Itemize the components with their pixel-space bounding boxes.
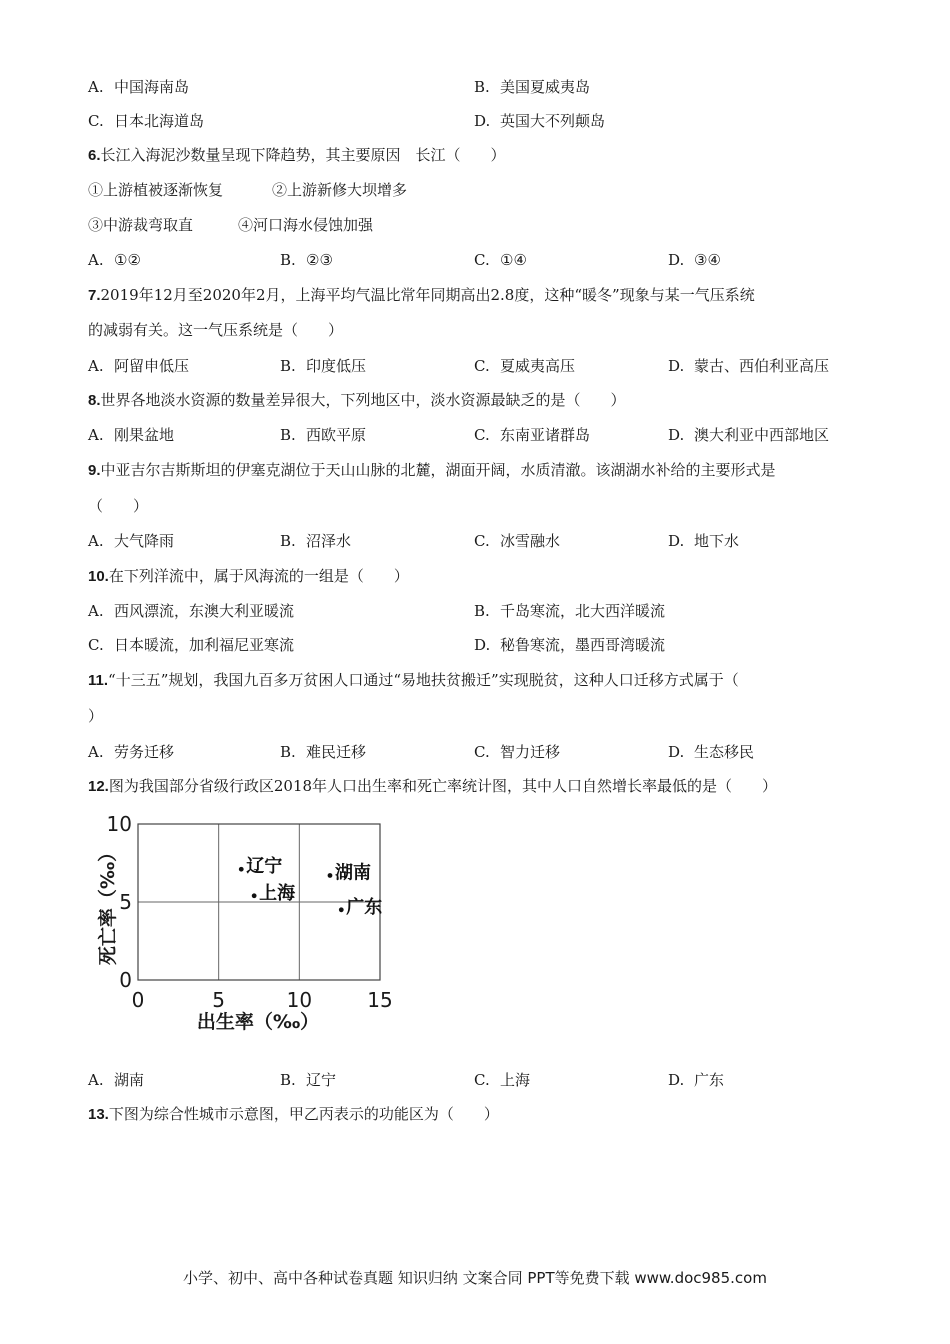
x-tick-label: 5	[212, 988, 226, 1012]
q11-options: A. 劳务迁移 B. 难民迁移 C. 智力迁移 D. 生态移民	[88, 743, 755, 761]
point-label: 上海	[259, 882, 296, 904]
q11-stem-line2: ）	[88, 707, 104, 725]
q6-items-row1: ①上游植被逐渐恢复 ②上游新修大坝增多	[88, 181, 408, 199]
q6-options: A. ①② B. ②③ C. ①④ D. ③④	[88, 251, 721, 269]
y-axis-label: 死亡率（‰）	[97, 842, 119, 966]
page-footer: 小学、初中、高中各种试卷真题 知识归纳 文案合同 PPT等免费下载 www.doc985.com	[183, 1269, 767, 1287]
q10-options-row2: C. 日本暖流，加利福尼亚寒流 D. 秘鲁寒流，墨西哥湾暖流	[88, 636, 666, 654]
q9-stem-line2: （ ）	[88, 497, 149, 515]
data-point	[328, 861, 371, 883]
q9-stem-line1: 9.中亚吉尔吉斯斯坦的伊塞克湖位于天山山脉的北麓，湖面开阔，水质清澈。该湖湖水补给的主要形式是	[88, 461, 776, 479]
q8-options: A. 刚果盆地 B. 西欧平原 C. 东南亚诸群岛 D. 澳大利亚中西部地区	[88, 426, 830, 444]
q5-option-b: B. 美国夏威夷岛	[474, 78, 591, 96]
q7-stem-line1: 7.2019年12月至2020年2月，上海平均气温比常年同期高出2.8度，这种“暖冬”现象与某一气压系统	[88, 286, 755, 304]
point-label: 辽宁	[246, 856, 283, 878]
point-marker	[252, 893, 257, 898]
q5-options-row2	[0, 110, 950, 132]
y-tick-label: 0	[119, 968, 132, 992]
x-tick-label: 10	[286, 988, 313, 1012]
data-point	[339, 896, 382, 918]
point-marker	[339, 907, 344, 912]
q11-stem-line1: 11.“十三五”规划，我国九百多万贫困人口通过“易地扶贫搬迁”实现脱贫，这种人口迁移方式属于（	[88, 671, 739, 689]
q5-option-c: C. 日本北海道岛	[88, 112, 205, 130]
point-label: 湖南	[334, 862, 371, 884]
x-tick-label: 15	[367, 988, 393, 1012]
q7-stem-line2: 的减弱有关。这一气压系统是（ ）	[88, 321, 344, 339]
y-tick-label: 10	[106, 812, 132, 836]
y-tick-label: 5	[119, 890, 132, 914]
q5-option-a: A. 中国海南岛	[88, 78, 190, 96]
x-tick-label: 0	[131, 988, 145, 1012]
q5-options-row1	[0, 76, 950, 98]
point-label: 广东	[346, 896, 383, 918]
chart-points	[239, 855, 382, 918]
q13-stem: 13.下图为综合性城市示意图，甲乙丙表示的功能区为（ ）	[88, 1105, 499, 1123]
q12-options: A. 湖南 B. 辽宁 C. 上海 D. 广东	[88, 1071, 725, 1089]
q9-options: A. 大气降雨 B. 沼泽水 C. 冰雪融水 D. 地下水	[88, 532, 740, 550]
q10-options-row1: A. 西风漂流，东澳大利亚暖流 B. 千岛寒流，北大西洋暖流	[88, 602, 666, 620]
q8-stem: 8.世界各地淡水资源的数量差异很大，下列地区中，淡水资源最缺乏的是（ ）	[88, 391, 626, 409]
data-point	[239, 855, 282, 877]
point-marker	[239, 867, 244, 872]
q5-option-d: D. 英国大不列颠岛	[474, 112, 606, 130]
point-marker	[328, 873, 333, 878]
q10-stem: 10.在下列洋流中，属于风海流的一组是（ ）	[88, 567, 409, 585]
x-axis-label: 出生率（‰）	[196, 1011, 320, 1033]
birth-death-rate-chart	[88, 808, 408, 1036]
data-point	[252, 882, 296, 904]
q6-stem: 6.长江入海泥沙数量呈现下降趋势，其主要原因 长江（ ）	[88, 146, 506, 164]
q6-items-row2: ③中游裁弯取直 ④河口海水侵蚀加强	[88, 216, 374, 234]
q12-stem: 12.图为我国部分省级行政区2018年人口出生率和死亡率统计图，其中人口自然增长率最低的是（ ）	[88, 777, 778, 795]
q7-options: A. 阿留申低压 B. 印度低压 C. 夏威夷高压 D. 蒙古、西伯利亚高压	[88, 357, 830, 375]
